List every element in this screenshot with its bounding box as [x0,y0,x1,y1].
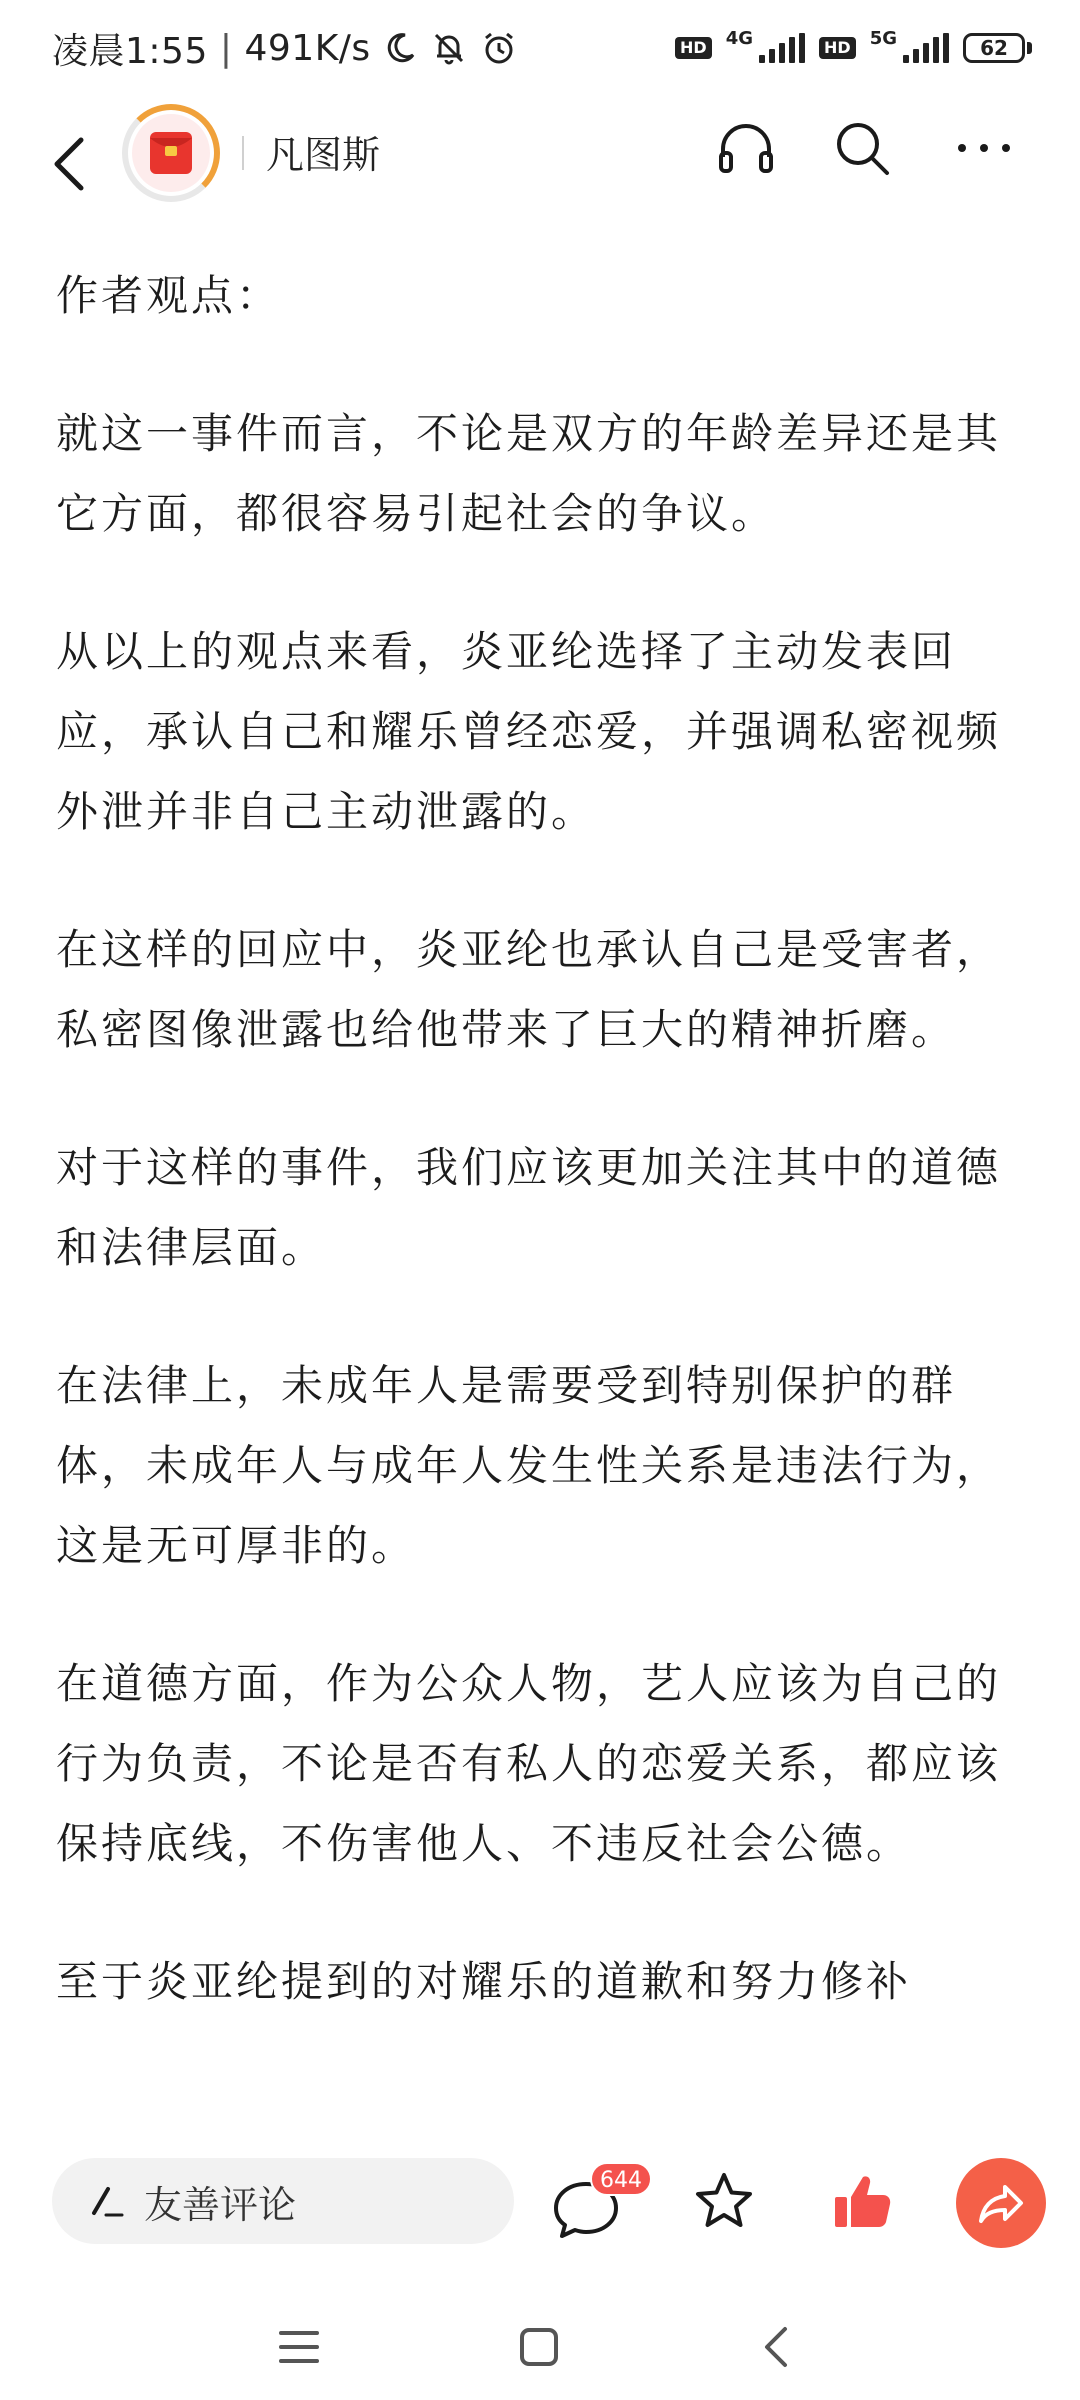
article-body [56,256,1026,2080]
article-paragraph: 就这一事件而言，不论是双方的年龄差异还是其它方面，都很容易引起社会的争议。 [56,409,1002,538]
home-icon [517,2325,561,2369]
share-arrow-icon [975,2177,1027,2229]
back-icon [757,2323,793,2371]
menu-icon [277,2327,321,2367]
article-paragraph: 从以上的观点来看，炎亚纶选择了主动发表回应，承认自己和耀乐曾经恋爱，并强调私密视频外泄并非自己主动泄露的。 [56,627,1002,836]
favorite-button[interactable] [684,2162,764,2242]
system-navigation-bar [0,2292,1080,2400]
article-paragraph: 在法律上，未成年人是需要受到特别保护的群体，未成年人与成年人发生性关系是违法行为，这是无可厚非的。 [56,1361,1002,1570]
comment-count-badge: 644 [590,2162,652,2196]
network-type-4g: 4G [725,27,754,49]
network-type-5g: 5G [869,27,897,49]
battery-level: 62 [963,33,1025,63]
account-name[interactable]: 凡图斯 [266,133,381,177]
system-back-button[interactable] [740,2312,810,2382]
network-speed: 491K/s [244,27,371,69]
article-paragraph: 作者观点： [56,271,282,320]
home-button[interactable] [504,2312,574,2382]
action-bar [0,2122,1080,2292]
article-paragraph: 对于这样的事件，我们应该更加关注其中的道德和法律层面。 [56,1143,1002,1272]
article-paragraph: 至于炎亚纶提到的对耀乐的道歉和努力修补 [56,1957,912,2006]
status-time: 凌晨1:55 [52,30,208,72]
share-button[interactable] [956,2158,1046,2248]
comment-placeholder: 友善评论 [144,2182,297,2227]
status-separator: | [219,27,233,69]
recent-apps-button[interactable] [264,2312,334,2382]
like-button[interactable] [822,2162,902,2242]
hd-badge-2: HD [819,37,856,59]
hd-badge: HD [675,37,712,59]
article-paragraph: 在道德方面，作为公众人物，艺人应该为自己的行为负责，不论是否有私人的恋爱关系，都应该保持底线，不伤害他人、不违反社会公德。 [56,1659,1002,1868]
article-paragraph: 在这样的回应中，炎亚纶也承认自己是受害者，私密图像泄露也给他带来了巨大的精神折磨。 [56,925,1002,1054]
pen-icon [86,2181,126,2221]
star-icon [691,2169,757,2235]
comment-input[interactable] [52,2158,514,2244]
thumbs-up-icon [829,2169,895,2235]
